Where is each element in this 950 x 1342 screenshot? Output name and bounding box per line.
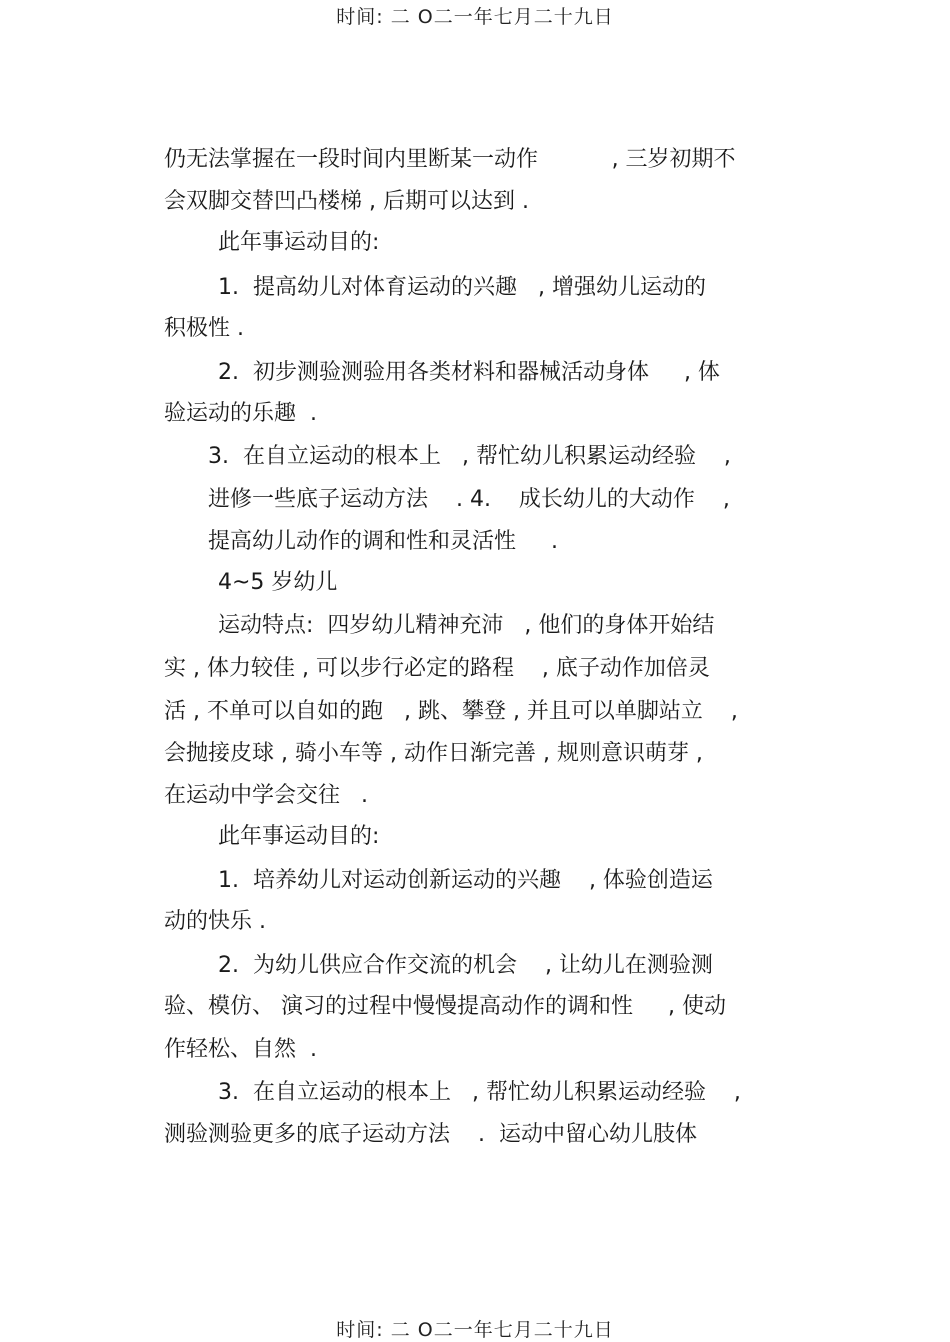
text-line: 此年事运动目的: bbox=[218, 824, 380, 849]
text-line: 1. 提高幼儿对体育运动的兴趣 , 增强幼儿运动的 bbox=[218, 275, 706, 300]
text-line: 作轻松、自然 . bbox=[164, 1037, 317, 1062]
text-line: 实 , 体力较佳 , 可以步行必定的路程 , 底子动作加倍灵 bbox=[164, 656, 710, 681]
page-header: 时间: 二 O二一年七月二十九日 bbox=[336, 6, 614, 28]
text-line: 4~5 岁幼儿 bbox=[218, 570, 338, 595]
text-line: 2. 为幼儿供应合作交流的机会 , 让幼儿在测验测 bbox=[218, 953, 713, 978]
text-line: 2. 初步测验测验用各类材料和器械活动身体 , 体 bbox=[218, 360, 720, 385]
text-line: 3. 在自立运动的根本上 , 帮忙幼儿积累运动经验 , bbox=[208, 444, 731, 469]
page-footer: 时间: 二 O二一年七月二十九日 bbox=[336, 1319, 614, 1341]
text-line: 积极性 . bbox=[164, 316, 244, 341]
text-line: 运动特点: 四岁幼儿精神充沛 , 他们的身体开始结 bbox=[218, 613, 715, 638]
text-line: 仍无法掌握在一段时间内里断某一动作 , 三岁初期不 bbox=[164, 147, 736, 172]
text-line: 会抛接皮球 , 骑小车等 , 动作日渐完善 , 规则意识萌芽 , bbox=[164, 741, 703, 766]
text-line: 此年事运动目的: bbox=[218, 230, 380, 255]
text-line: 3. 在自立运动的根本上 , 帮忙幼儿积累运动经验 , bbox=[218, 1080, 741, 1105]
text-line: 动的快乐 . bbox=[164, 909, 266, 934]
text-line: 提高幼儿动作的调和性和灵活性 . bbox=[208, 529, 558, 554]
text-line: 在运动中学会交往 . bbox=[164, 783, 368, 808]
text-line: 验、模仿、 演习的过程中慢慢提高动作的调和性 , 使动 bbox=[164, 994, 726, 1019]
text-line: 进修一些底子运动方法 . 4. 成长幼儿的大动作 , bbox=[208, 487, 730, 512]
text-line: 验运动的乐趣 . bbox=[164, 401, 317, 426]
text-line: 活 , 不单可以自如的跑 , 跳、攀登 , 并且可以单脚站立 , bbox=[164, 699, 738, 724]
text-line: 1. 培养幼儿对运动创新运动的兴趣 , 体验创造运 bbox=[218, 868, 713, 893]
text-line: 会双脚交替凹凸楼梯 , 后期可以达到 . bbox=[164, 189, 529, 214]
text-line: 测验测验更多的底子运动方法 . 运动中留心幼儿肢体 bbox=[164, 1122, 697, 1147]
